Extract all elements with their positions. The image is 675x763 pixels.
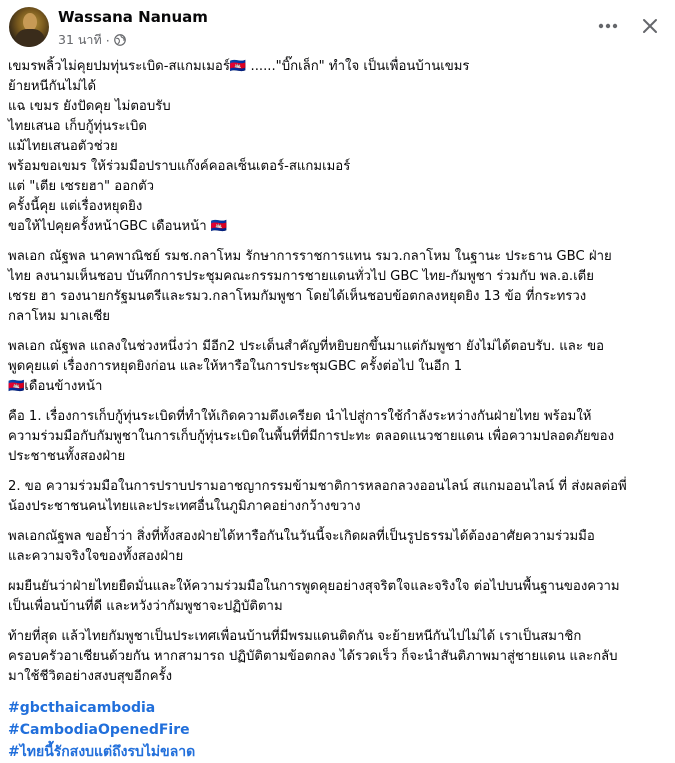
paragraph-line: น้องประชาชนคนไทยและประเทศอื่นในภูมิภาคอย่างกว้างขวาง — [8, 499, 361, 514]
more-button[interactable] — [593, 11, 623, 41]
paragraph-line: พลเอกณัฐพล ขอย้ำว่า สิ่งที่ทั้งสองฝ่ายได้หารือกันในวันนี้จะเกิดผลที่เป็นรูปธรรมได้ต้องอาศัยความร่วมมือ — [8, 529, 595, 544]
paragraph-line: มาใช้ชีวิตอย่างสงบสุขอีกครั้ง — [8, 669, 173, 684]
paragraph-agreement — [8, 247, 666, 327]
intro-line: เขมรพลิ้วไม่คุยปมทุ่นระเบิด-สแกมเมอร์🇰🇭 ......"บิ๊กเล็ก" ทำใจ เป็นเพื่อนบ้านเขมร — [8, 59, 470, 74]
paragraph-line: กลาโหม มาเลเซีย — [8, 309, 111, 324]
post-meta: 31 นาที · — [58, 30, 126, 50]
paragraph-line: เป็นเพื่อนบ้านที่ดี และหวังว่ากัมพูชาจะปฏิบัติตาม — [8, 599, 283, 614]
paragraph-line: ไทย ลงนามเห็นชอบ บันทึกการประชุมคณะกรรมการชายแดนทั่วไป GBC ไทย-กัมพูชา ร่วมกับ พล.อ.เตีย — [8, 269, 594, 284]
paragraph-line: ท้ายที่สุด แล้วไทยกัมพูชาเป็นประเทศเพื่อนบ้านที่มีพรมแดนติดกัน จะย้ายหนีกันไปไม่ได้ เราเป็นสมาชิก — [8, 629, 582, 644]
post-body — [8, 57, 666, 763]
paragraph-closing — [8, 627, 666, 687]
post-time[interactable]: 31 นาที — [58, 32, 102, 47]
paragraph-line: ผมยืนยันว่าฝ่ายไทยยืดมั่นและให้ความร่วมมือในการพูดคุยอย่างสุจริตใจและจริงใจ ต่อไปบนพื้นฐานของความ — [8, 579, 620, 594]
paragraph-statement — [8, 337, 666, 397]
paragraph-line: พลเอก ณัฐพล นาคพาณิชย์ รมช.กลาโหม รักษาการราชการแทน รมว.กลาโหม ในฐานะ ประธาน GBC ฝ่าย — [8, 249, 612, 264]
paragraph-point-1 — [8, 407, 666, 467]
hashtag-link[interactable]: #gbcthaicambodia — [8, 700, 156, 716]
intro-line: ย้ายหนีกันไม่ได้ — [8, 79, 97, 94]
intro-block — [8, 57, 666, 237]
globe-icon — [114, 34, 126, 46]
avatar[interactable] — [9, 7, 49, 47]
hashtag-link[interactable]: #CambodiaOpenedFire — [8, 722, 190, 738]
paragraph-line: ครอบครัวอาเซียนด้วยกัน หากสามารถ ปฏิบัติตามข้อตกลง ได้รวดเร็ว ก็จะนำสันติภาพมาสู่ชายแดน และกลับ — [8, 649, 618, 664]
intro-line: พร้อมขอเขมร ให้ร่วมมือปราบแก๊งค์คอลเซ็นเตอร์-สแกมเมอร์ — [8, 159, 351, 174]
more-icon — [598, 23, 618, 29]
paragraph-line: คือ 1. เรื่องการเก็บกู้ทุ่นระเบิดที่ทำให้เกิดความตึงเครียด นำไปสู่การใช้กำลังระหว่างกันฝ่ายไทย พร้อมให้ — [8, 409, 592, 424]
hashtag-list — [8, 697, 666, 763]
hashtag-link[interactable]: #ไทยนี้รักสงบแต่ถึงรบไม่ขลาด — [8, 744, 196, 760]
paragraph-line: และความจริงใจของทั้งสองฝ่าย — [8, 549, 184, 564]
post-header — [9, 7, 665, 51]
intro-line: แฉ เขมร ยังปัดคุย ไม่ตอบรับ — [8, 99, 171, 114]
author-name[interactable]: Wassana Nanuam — [58, 8, 208, 26]
close-button[interactable] — [635, 11, 665, 41]
intro-line: แต่ "เตีย เซรยฮา" ออกตัว — [8, 179, 155, 194]
paragraph-emphasis — [8, 527, 666, 567]
close-icon — [642, 18, 658, 34]
paragraph-commitment — [8, 577, 666, 617]
paragraph-line: พูดคุยแต่ เรื่องการหยุดยิงก่อน และให้หารือในการประชุมGBC ครั้งต่อไป ในอีก 1 — [8, 359, 463, 374]
intro-line: ขอให้ไปคุยครั้งหน้าGBC เดือนหน้า 🇰🇭 — [8, 219, 228, 234]
intro-line: ครั้งนี้คุย แต่เรื่องหยุดยิง — [8, 199, 143, 214]
paragraph-line: 🇰🇭เดือนข้างหน้า — [8, 379, 103, 394]
intro-line: ไทยเสนอ เก็บกู้ทุ่นระเบิด — [8, 119, 147, 134]
paragraph-line: พลเอก ณัฐพล แถลงในช่วงหนึ่งว่า มีอีก2 ประเด็นสำคัญที่หยิบยกขึ้นมาแต่กัมพูชา ยังไม่ได้ตอบรับ. และ ขอ — [8, 339, 605, 354]
paragraph-point-2 — [8, 477, 666, 517]
intro-line: แม้ไทยเสนอตัวช่วย — [8, 139, 118, 154]
paragraph-line: เซรย ฮา รองนายกรัฐมนตรีและรมว.กลาโหมกัมพูชา โดยได้เห็นชอบข้อตกลงหยุดยิง 13 ข้อ ที่กระทรวง — [8, 289, 587, 304]
paragraph-line: ประชาชนทั้งสองฝ่าย — [8, 449, 126, 464]
paragraph-line: ความร่วมมือกับกัมพูชาในการเก็บกู้ทุ่นระเบิดในพื้นที่ที่มีการปะทะ ตลอดแนวชายแดน เพื่อความปลอดภัยของ — [8, 429, 615, 444]
paragraph-line: 2. ขอ ความร่วมมือในการปราบปรามอาชญากรรมข้ามชาติการหลอกลวงออนไลน์ สแกมออนไลน์ ที่ ส่งผลต่อพี่ — [8, 479, 627, 494]
